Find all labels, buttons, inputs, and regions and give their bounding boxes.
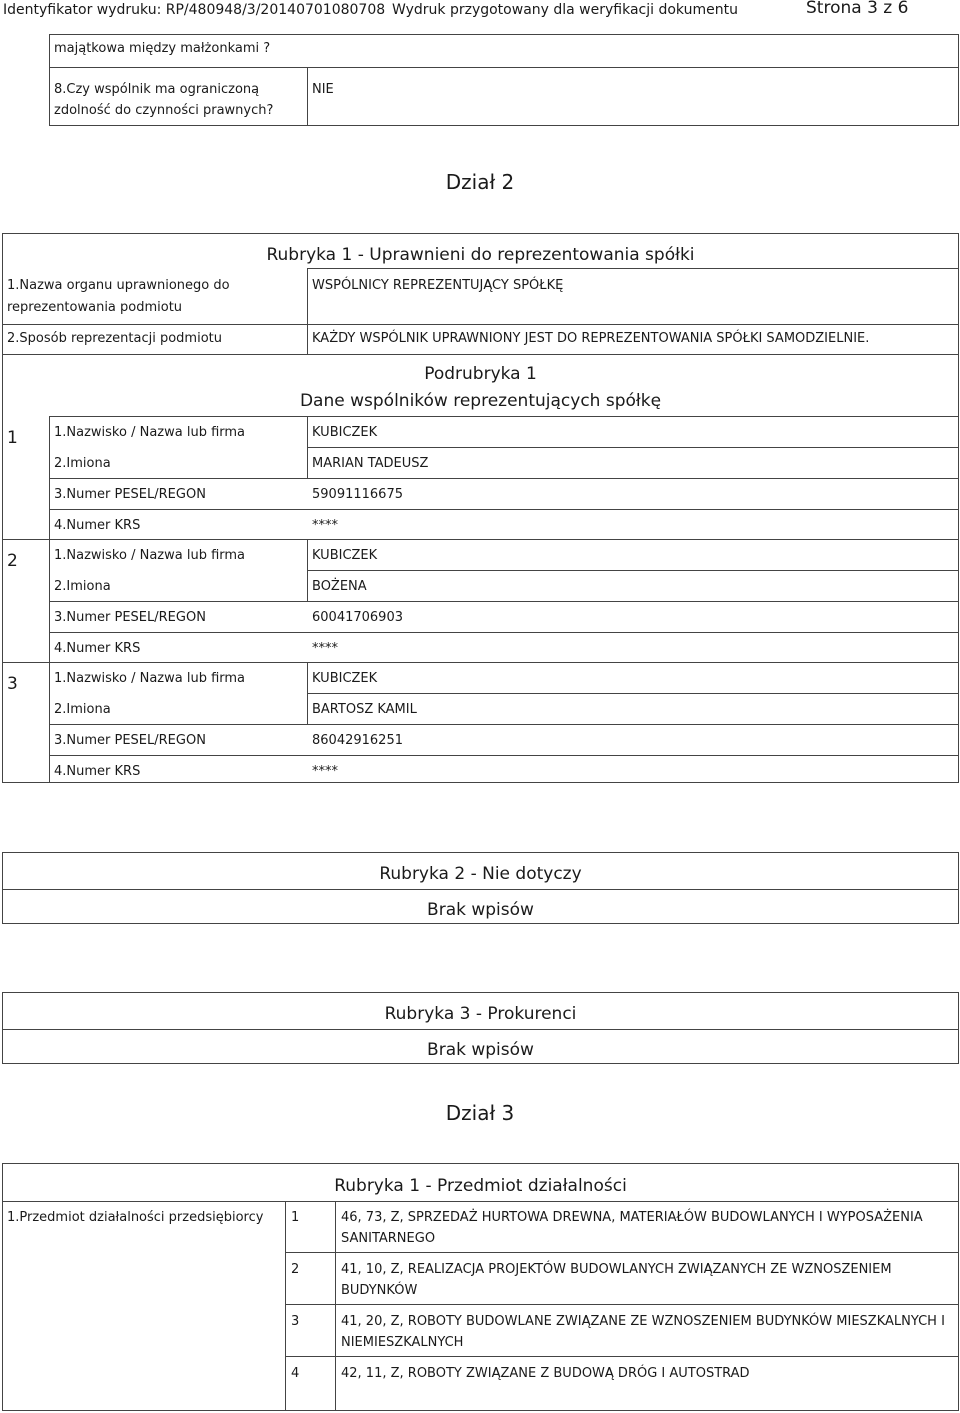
item-text: 41, 20, Z, ROBOTY BUDOWLANE ZWIĄZANE ZE WZNOSZENIEM BUDYNKÓW MIESZKALNYCH I [341, 1314, 945, 1329]
value-nazwisko: KUBICZEK [312, 548, 378, 563]
item-number: 1 [291, 1210, 300, 1225]
divider [49, 632, 959, 633]
field-value: WSPÓLNICY REPREZENTUJĄCY SPÓŁKĘ [312, 278, 564, 293]
rubryka-title: Rubryka 1 - Uprawnieni do reprezentowania spółki [266, 245, 695, 265]
page-number: Strona 3 z 6 [806, 0, 909, 18]
item-text: 42, 11, Z, ROBOTY ZWIĄZANE Z BUDOWĄ DRÓG I AUTOSTRAD [341, 1366, 750, 1381]
field-label: 1.Nazwa organu uprawnionego do [7, 278, 230, 293]
item-text: 46, 73, Z, SPRZEDAŻ HURTOWA DREWNA, MATERIAŁÓW BUDOWLANYCH I WYPOSAŻENIA [341, 1210, 923, 1225]
divider [2, 662, 959, 663]
divider [2, 1201, 959, 1202]
value-pesel: 60041706903 [312, 610, 403, 625]
value-krs: **** [312, 518, 338, 533]
divider [49, 755, 959, 756]
value-imiona: BOŻENA [312, 579, 367, 594]
value-pesel: 86042916251 [312, 733, 403, 748]
value-krs: **** [312, 764, 338, 779]
divider [2, 324, 959, 325]
divider [49, 601, 959, 602]
label-imiona: 2.Imiona [54, 702, 111, 717]
divider [285, 1356, 959, 1357]
divider [2, 1029, 959, 1030]
podrubryka-subtitle: Dane wspólników reprezentujących spółkę [299, 391, 662, 411]
podrubryka-title: Podrubryka 1 [424, 364, 537, 384]
row-label: 8.Czy wspólnik ma ograniczoną [54, 82, 260, 97]
partner-number: 1 [7, 428, 18, 448]
label-imiona: 2.Imiona [54, 579, 111, 594]
label-krs: 4.Numer KRS [54, 518, 141, 533]
rubryka-title: Rubryka 1 - Przedmiot działalności [334, 1176, 627, 1196]
divider [307, 268, 308, 355]
label-imiona: 2.Imiona [54, 456, 111, 471]
section-title: Dział 3 [445, 1101, 515, 1125]
print-identifier: Identyfikator wydruku: RP/480948/3/20140701080708 [3, 2, 386, 18]
field-value: KAŻDY WSPÓLNIK UPRAWNIONY JEST DO REPREZENTOWANIA SPÓŁKI SAMODZIELNIE. [312, 331, 870, 346]
label-pesel: 3.Numer PESEL/REGON [54, 733, 206, 748]
divider [307, 67, 308, 126]
label-nazwisko: 1.Nazwisko / Nazwa lub firma [54, 548, 246, 563]
divider [49, 416, 50, 783]
field-label: 2.Sposób reprezentacji podmiotu [7, 331, 222, 346]
partner-number: 2 [7, 551, 18, 571]
item-text: SANITARNEGO [341, 1231, 436, 1246]
divider [49, 509, 959, 510]
empty-entries: Brak wpisów [427, 900, 534, 920]
value-krs: **** [312, 641, 338, 656]
item-text: 41, 10, Z, REALIZACJA PROJEKTÓW BUDOWLANYCH ZWIĄZANYCH ZE WZNOSZENIEM [341, 1262, 892, 1277]
divider [335, 1201, 336, 1411]
divider [2, 539, 959, 540]
label-pesel: 3.Numer PESEL/REGON [54, 610, 206, 625]
divider [49, 67, 959, 68]
item-number: 2 [291, 1262, 300, 1277]
item-text: BUDYNKÓW [341, 1283, 418, 1298]
divider [285, 1252, 959, 1253]
value-imiona: BARTOSZ KAMIL [312, 702, 417, 717]
value-pesel: 59091116675 [312, 487, 403, 502]
divider [307, 570, 959, 571]
divider [285, 1201, 286, 1411]
partner-number: 3 [7, 674, 18, 694]
value-nazwisko: KUBICZEK [312, 425, 378, 440]
section-title: Dział 2 [445, 170, 515, 194]
item-text: NIEMIESZKALNYCH [341, 1335, 464, 1350]
label-krs: 4.Numer KRS [54, 764, 141, 779]
label-pesel: 3.Numer PESEL/REGON [54, 487, 206, 502]
divider [49, 724, 959, 725]
row-label: majątkowa między małżonkami ? [54, 41, 271, 56]
divider [49, 478, 959, 479]
value-nazwisko: KUBICZEK [312, 671, 378, 686]
divider [307, 447, 959, 448]
divider [307, 268, 959, 269]
divider [307, 693, 959, 694]
item-number: 4 [291, 1366, 300, 1381]
empty-entries: Brak wpisów [427, 1040, 534, 1060]
podrubryka-table [2, 354, 959, 783]
row-label: zdolność do czynności prawnych? [54, 103, 274, 118]
field-label: 1.Przedmiot działalności przedsiębiorcy [7, 1210, 264, 1225]
value-imiona: MARIAN TADEUSZ [312, 456, 429, 471]
rubryka-title: Rubryka 2 - Nie dotyczy [379, 864, 582, 884]
label-nazwisko: 1.Nazwisko / Nazwa lub firma [54, 425, 246, 440]
divider [2, 889, 959, 890]
print-note: Wydruk przygotowany dla weryfikacji dokumentu [392, 2, 738, 18]
label-krs: 4.Numer KRS [54, 641, 141, 656]
row-value: NIE [312, 82, 334, 97]
item-number: 3 [291, 1314, 300, 1329]
field-label: reprezentowania podmiotu [7, 300, 183, 315]
divider [49, 416, 959, 417]
label-nazwisko: 1.Nazwisko / Nazwa lub firma [54, 671, 246, 686]
rubryka-title: Rubryka 3 - Prokurenci [384, 1004, 577, 1024]
divider [285, 1304, 959, 1305]
